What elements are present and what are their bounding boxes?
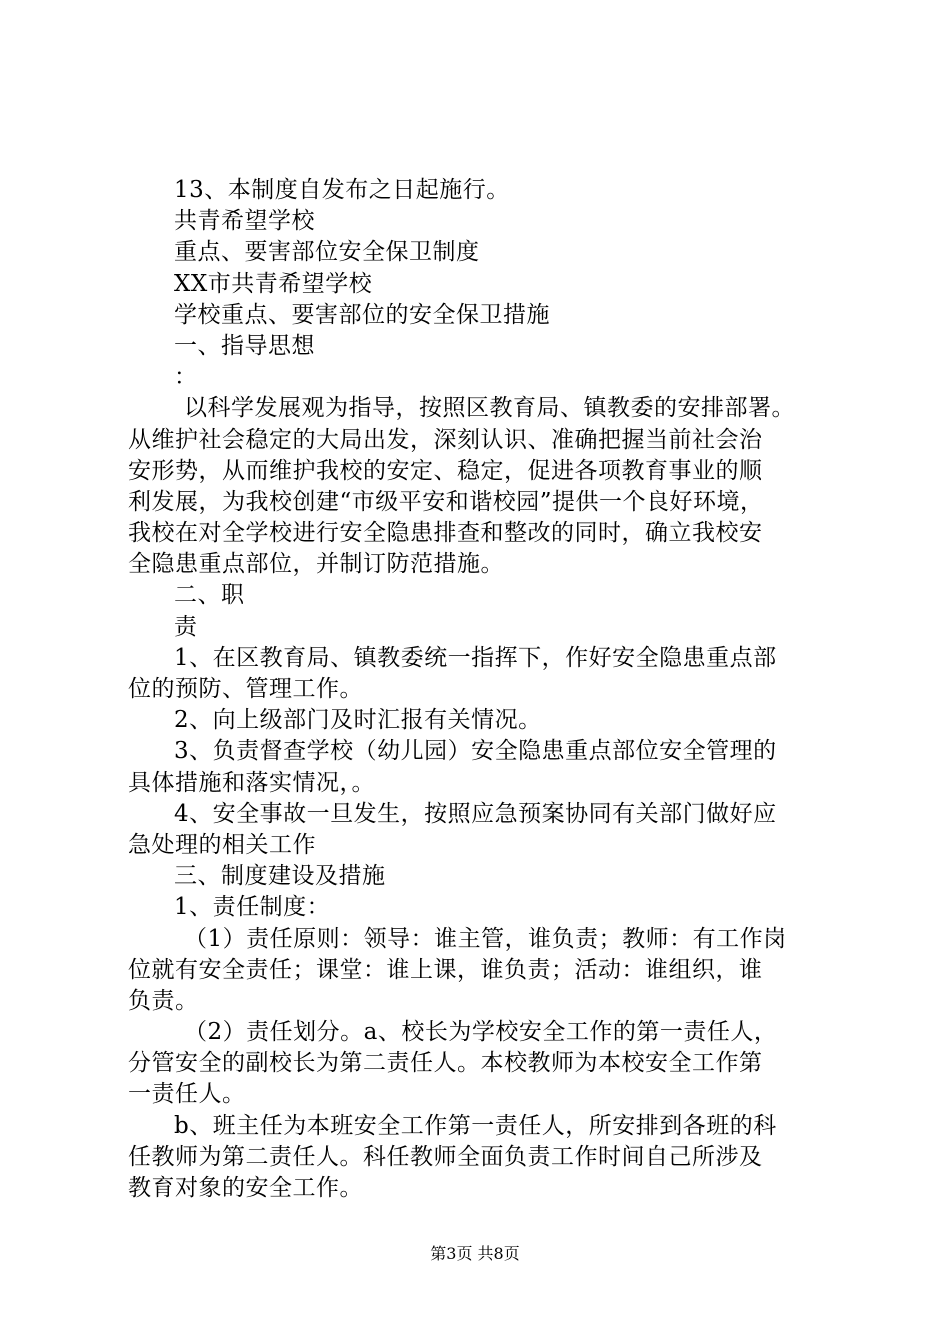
text-line: XX市共青希望学校	[174, 270, 373, 297]
paragraph-line: b、班主任为本班安全工作第一责任人，所安排到各班的科	[174, 1112, 777, 1139]
text-line: 责	[174, 613, 198, 640]
paragraph-line: 以科学发展观为指导，按照区教育局、镇教委的安排部署。	[184, 395, 795, 422]
text-line: ：	[174, 364, 198, 391]
document-body	[128, 175, 838, 1204]
paragraph-line: 分管安全的副校长为第二责任人。本校教师为本校安全工作第	[128, 1050, 763, 1077]
section-heading: 二、职	[174, 582, 245, 609]
paragraph-line: 利发展，为我校创建“市级平安和谐校园”提供一个良好环境，	[128, 488, 764, 515]
paragraph-line: 4、安全事故一旦发生，按照应急预案协同有关部门做好应	[174, 800, 777, 827]
text-line: 学校重点、要害部位的安全保卫措施	[174, 301, 550, 328]
text-line: 13、本制度自发布之日起施行。	[174, 177, 510, 203]
paragraph-line: 具体措施和落实情况，。	[128, 769, 375, 796]
paragraph-line: 安形势，从而维护我校的安定、稳定，促进各项教育事业的顺	[128, 457, 763, 484]
paragraph-line: 急处理的相关工作	[128, 831, 316, 858]
text-line: 共青希望学校	[174, 208, 315, 235]
paragraph-line: 我校在对全学校进行安全隐患排查和整改的同时，确立我校安	[128, 520, 763, 547]
page-number: 第3页 共8页	[430, 1244, 520, 1263]
paragraph-line: 2、向上级部门及时汇报有关情况。	[174, 707, 542, 734]
paragraph-line: 从维护社会稳定的大局出发，深刻认识、准确把握当前社会治	[128, 426, 763, 453]
paragraph-line: （1）责任原则：领导：谁主管，谁负责；教师：有工作岗	[184, 925, 787, 952]
section-heading: 三、制度建设及措施	[174, 863, 386, 890]
paragraph-line: 教育对象的安全工作。	[128, 1175, 363, 1201]
paragraph-line: 位就有安全责任；课堂：谁上课，谁负责；活动：谁组织，谁	[128, 956, 763, 983]
paragraph-line: 一责任人。	[128, 1081, 246, 1108]
page-footer	[0, 1244, 950, 1264]
section-heading: 一、指导思想	[174, 332, 315, 359]
paragraph-line: 负责。	[128, 987, 199, 1014]
paragraph-line: （2）责任划分。a、校长为学校安全工作的第一责任人，	[184, 1019, 778, 1046]
paragraph-line: 1、责任制度：	[174, 894, 331, 921]
paragraph-line: 任教师为第二责任人。科任教师全面负责工作时间自己所涉及	[128, 1143, 763, 1170]
paragraph-line: 1、在区教育局、镇教委统一指挥下，作好安全隐患重点部	[174, 644, 777, 671]
paragraph-line: 位的预防、管理工作。	[128, 676, 363, 702]
text-line: 重点、要害部位安全保卫制度	[174, 239, 480, 266]
paragraph-line: 3、负责督查学校（幼儿园）安全隐患重点部位安全管理的	[174, 738, 777, 765]
paragraph-line: 全隐患重点部位，并制订防范措施。	[128, 551, 504, 578]
